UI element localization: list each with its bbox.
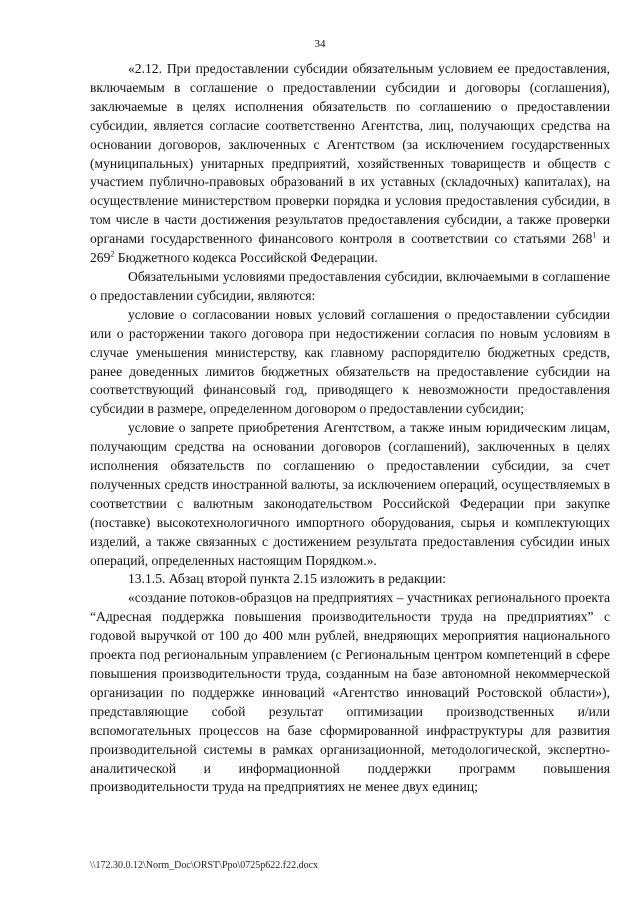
paragraph-conditions: Обязательными условиями предоставления субсидии, включаемыми в соглашение о предоставлении субсидии, являются: [90,268,610,303]
superscript: 2 [110,249,115,259]
page-number: 34 [314,38,326,50]
footer-file-path: \\172.30.0.12\Norm_Doc\ORST\Ppo\0725p622.f22.docx [90,860,319,871]
paragraph-2-12 [90,60,610,268]
paragraph-creation: «создание потоков-образцов на предприятиях – участниках регионального проекта “Адресная поддержка повышения производительности труда на предприятиях” с годовой выручкой от 100 до 400 млн рублей, внедряющих мероприятия национального проекта под региональным управлением (с Региональным центром компетенций в сфере повышения производительности труда, созданным на базе автономной некоммерческой организации по поддержке инноваций «Агентство инноваций Ростовской области»), представляющие собой результат оптимизации производственных и/или вспомогательных процессов на базе сформированной инфраструктуры для развития производительной системы в рамках организационной, методологической, экспертно-аналитической и информационной поддержки программ повышения производительности труда на предприятиях не менее двух единиц; [90,590,610,795]
paragraph-text: Бюджетного кодекса Российской Федерации. [114,250,378,266]
paragraph-condition-currency: условие о запрете приобретения Агентством, а также иным юридическим лицам, получающим средства на основании договоров (соглашений), заключенных в целях исполнения обязательств по соглашению о предоставлении субсидии, за счет полученных средств иностранной валюты, за исключением операций, осуществляемых в соответствии с валютным законодательством Российской Федерации при закупке (поставке) высокотехнологичного импортного оборудования, сырья и комплектующих изделий, а также связанных с достижением результата предоставления субсидии иных операций, определенных настоящим Порядком.». [90,420,610,568]
paragraph-13-1-5: 13.1.5. Абзац второй пункта 2.15 изложить в редакции: [128,571,447,587]
paragraph-text: и 269 [90,231,610,266]
superscript: 1 [592,230,597,240]
paragraph-condition-agreement: условие о согласовании новых условий соглашения о предоставлении субсидии или о расторжении такого договора при недостижении согласия по новым условиям в случае уменьшения министерству, как главному распорядителю бюджетных средств, ранее доведенных лимитов бюджетных обязательств на предоставление субсидии на соответствующий финансовый год, приводящего к невозможности предоставления субсидии в размере, определенном договором о предоставлении субсидии; [90,306,610,417]
document-body [90,60,610,797]
paragraph-text: «2.12. При предоставлении субсидии обязательным условием ее предоставления, включаемым в соглашение о предоставлении субсидии и договоры (соглашения), заключаемые в целях исполнения обязательств по соглашению о предоставлении субсидии, является согласие соответственно Агентства, лиц, получающих средства на основании договоров, заключенных с Агентством (за исключением государственных (муниципальных) унитарных предприятий, хозяйственных товариществ и обществ с участием публично-правовых образований в их уставных (складочных) капиталах), на осуществление министерством проверки порядка и условия предоставления субсидии, в том числе в части достижения результатов предоставления субсидии, а также проверки органами государственного финансового контроля в соответствии со статьями 268 [90,61,610,247]
